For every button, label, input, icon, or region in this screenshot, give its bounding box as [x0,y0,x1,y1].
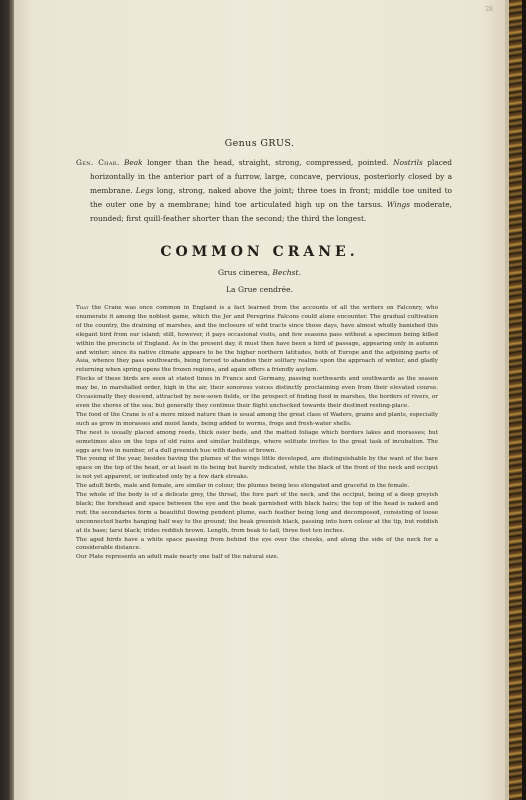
paragraph [76,429,438,456]
book-page [14,0,505,800]
paragraph [76,553,438,562]
genus-heading: Genus GRUS. [224,138,295,149]
wings-label: Wings [386,200,411,209]
marbled-binding [509,0,522,800]
previous-page-edge [0,0,14,800]
paragraph [76,536,438,554]
paragraph-text: the Crane was once common in England is a fact learned from the accounts of all the writers on Falconry, who enumerate it among the noblest game, which the Jer and Peregrine Falcons could alone encounter. The gradual cultivation of the country, the draining of marshes, and the inclosure of wild tracts since those days, have almost wholly banished this elegant bird from our island; still, however, it pays occasional visits, and few seasons pass without a specimen being killed within the precincts of England. As in the present day, it must then have been a bird of passage, appearing only in autumn and winter; since its native climate appears to be the higher northern latitudes, both of Europe and the adjoining parts of Asia, whence they pass southwards, being forced to abandon their solitary realms upon the approach of winter, and gladly returning when spring opens the frozen regions, and again offers a friendly asylum. [76,305,438,374]
french-name: La Grue cendrée. [225,285,293,294]
paragraph-text: The whole of the body is of a delicate grey, the throat, the fore part of the neck, and the occiput, being of a deep greyish black; the forehead and space between the eye and the beak garnished with black hairs; the top of the head is naked and red; the secondaries form a beautiful flowing pendent plume, each feather being long and decomposed, consisting of loose unconnected barbs hanging half way to the ground; the beak greenish black, passing into horn colour at the tip, but reddish at its base; tarsi black; irides reddish brown. Length, from beak to tail, three feet ten inches. [76,492,438,534]
beak-label: Beak [123,158,143,167]
gen-char-label: Gen. Char. [76,158,120,167]
paragraph-text: The adult birds, male and female, are similar in colour, the plumes being less elongated and graceful in the female. [76,483,410,490]
book-spine-edge [505,0,526,800]
paragraph-text: The food of the Crane is of a more mixed nature than is usual among the great class of Waders, grains and plants, especially such as grow in morasses and moist lands, being added to worms, frogs and fresh-water shells. [76,411,438,427]
latin-authority: Bechst. [272,268,302,277]
latin-name-line [14,268,505,277]
paragraph-text: The aged birds have a white space passing from behind the eye over the cheeks, and along the side of the neck for a considerable distance. [76,536,438,552]
paragraph-first-word: That [76,305,89,311]
legs-text: long, strong, naked above the joint; three toes in front; middle toe united to the outer one by a membrane; hind toe articulated high up on the tarsus. [90,186,452,209]
legs-label: Legs [135,186,154,195]
paragraph-text: The young of the year, besides having the plumes of the wings little developed, are distinguishable by the want of the bare space on the top of the head, or at least in its being but barely indicated, while the black of the front of the neck and occiput is not yet apparent, or indicated only by a few dark streaks. [76,456,438,481]
paragraph-text: Flocks of these birds are seen at stated times in France and Germany, passing northwards and southwards as the season may be, in marshalled order, high in the air, their sonorous voices distinctly proclaiming even from their elevated course. Occasionally they descend, attracted by new-sown fields, or the prospect of finding food in marshes, the borders of rivers, or even the shores of the sea; but generally they continue their flight unchecked towards their destined resting-place. [76,376,438,409]
nostrils-label: Nostrils [393,158,423,167]
beak-text: longer than the head, straight, strong, compressed, pointed. [147,158,389,167]
latin-name: Grus cinerea, [217,268,270,277]
nostrils-text: placed horizontally in the anterior part of a furrow, large, concave, pervious, posteriorly closed by a membrane. [90,158,453,195]
paragraph [76,482,438,491]
paragraph [76,375,438,411]
wings-text: moderate, rounded; first quill-feather shorter than the second; the third the longest. [90,200,452,223]
paragraph-text: Our Plate represents an adult male nearly one half of the natural size. [76,554,279,561]
paragraph [76,411,438,429]
paragraph [76,304,438,375]
paragraph-text: The nest is usually placed among reeds, thick osier beds, and the matted foliage which borders lakes and morasses; but sometimes also on the tops of old ruins and similar buildings, where solitude invites to the great task of incubation. The eggs are two in number, of a dull greenish hue with dashes of brown. [76,429,438,454]
paragraph [76,491,438,536]
generic-character-paragraph [76,156,452,226]
species-heading: COMMON CRANE. [160,244,359,260]
description-body [76,304,438,562]
paragraph [76,455,438,482]
page-number: 28 [485,6,493,13]
